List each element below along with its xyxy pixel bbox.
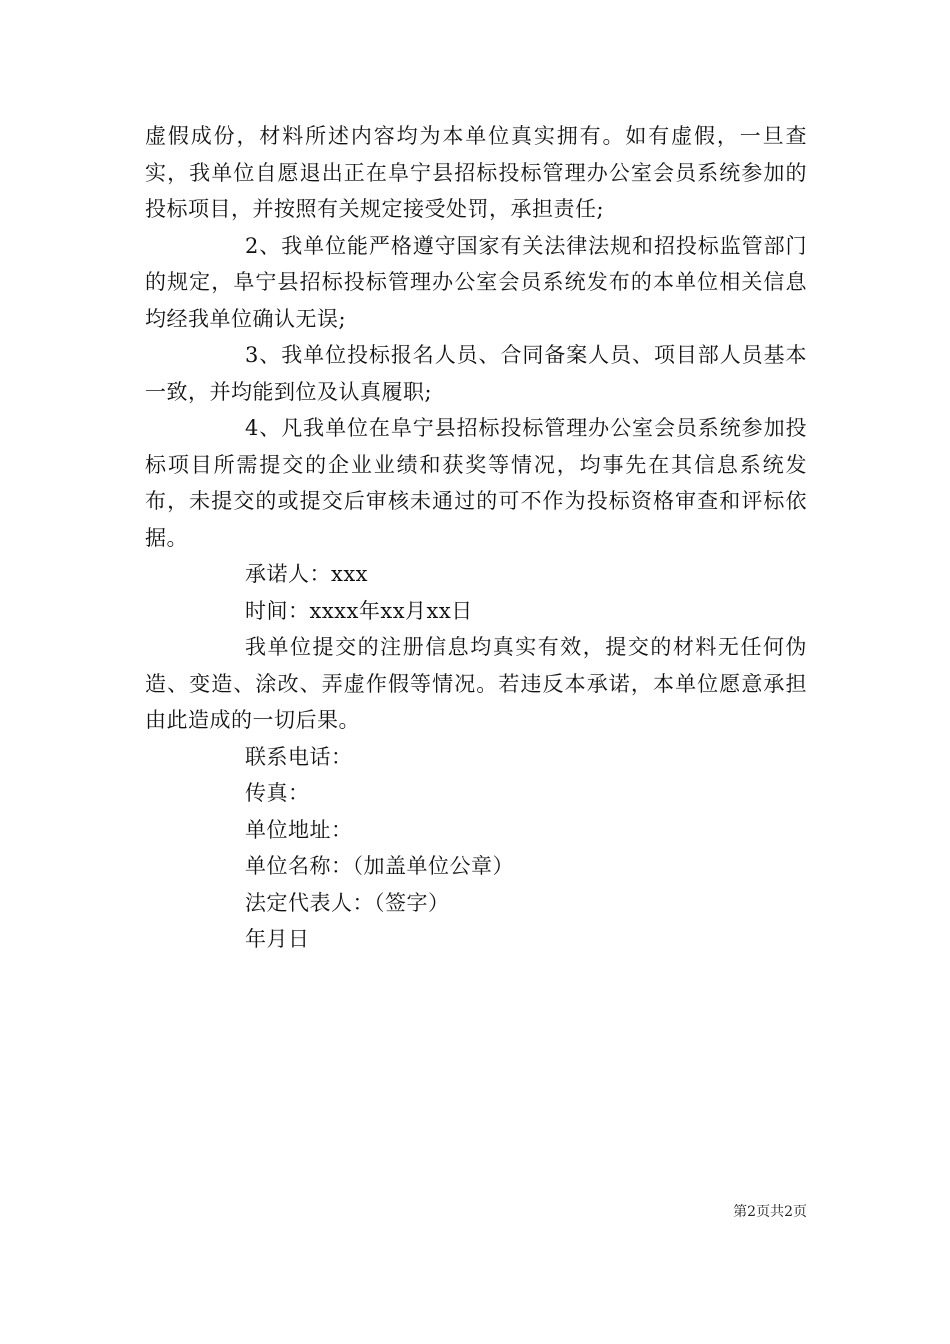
document-body — [145, 118, 807, 958]
paragraph-item-4: 4、凡我单位在阜宁县招标投标管理办公室会员系统参加投标项目所需提交的企业业绩和获奖等情况，均事先在其信息系统发布，未提交的或提交后审核未通过的可不作为投标资格审查和评标依据。 — [145, 416, 807, 550]
declaration-paragraph: 我单位提交的注册信息均真实有效，提交的材料无任何伪造、变造、涂改、弄虚作假等情况。若违反本承诺，本单位愿意承担由此造成的一切后果。 — [145, 635, 807, 732]
page-footer: 第2页共2页 — [733, 1204, 807, 1220]
legal-rep-line: 法定代表人：（签字） — [245, 890, 450, 915]
paragraph-item-2: 2、我单位能严格遵守国家有关法律法规和招投标监管部门的规定，阜宁县招标投标管理办公室会员系统发布的本单位相关信息均经我单位确认无误; — [145, 233, 807, 331]
address-line: 单位地址： — [245, 817, 353, 842]
paragraph-continuation: 虚假成份，材料所述内容均为本单位真实拥有。如有虚假，一旦查实，我单位自愿退出正在阜宁县招标投标管理办公室会员系统参加的投标项目，并按照有关规定接受处罚，承担责任; — [145, 124, 807, 221]
time-line: 时间：xxxx年xx月xx日 — [245, 598, 473, 623]
fax-line: 传真： — [245, 781, 310, 805]
paragraph-item-3: 3、我单位投标报名人员、合同备案人员、项目部人员基本一致，并均能到位及认真履职; — [145, 343, 807, 404]
date-line: 年月日 — [245, 927, 310, 951]
contact-phone-line: 联系电话： — [245, 744, 353, 769]
promiser-line: 承诺人：xxx — [245, 562, 369, 586]
unit-name-line: 单位名称：（加盖单位公章） — [245, 854, 514, 878]
